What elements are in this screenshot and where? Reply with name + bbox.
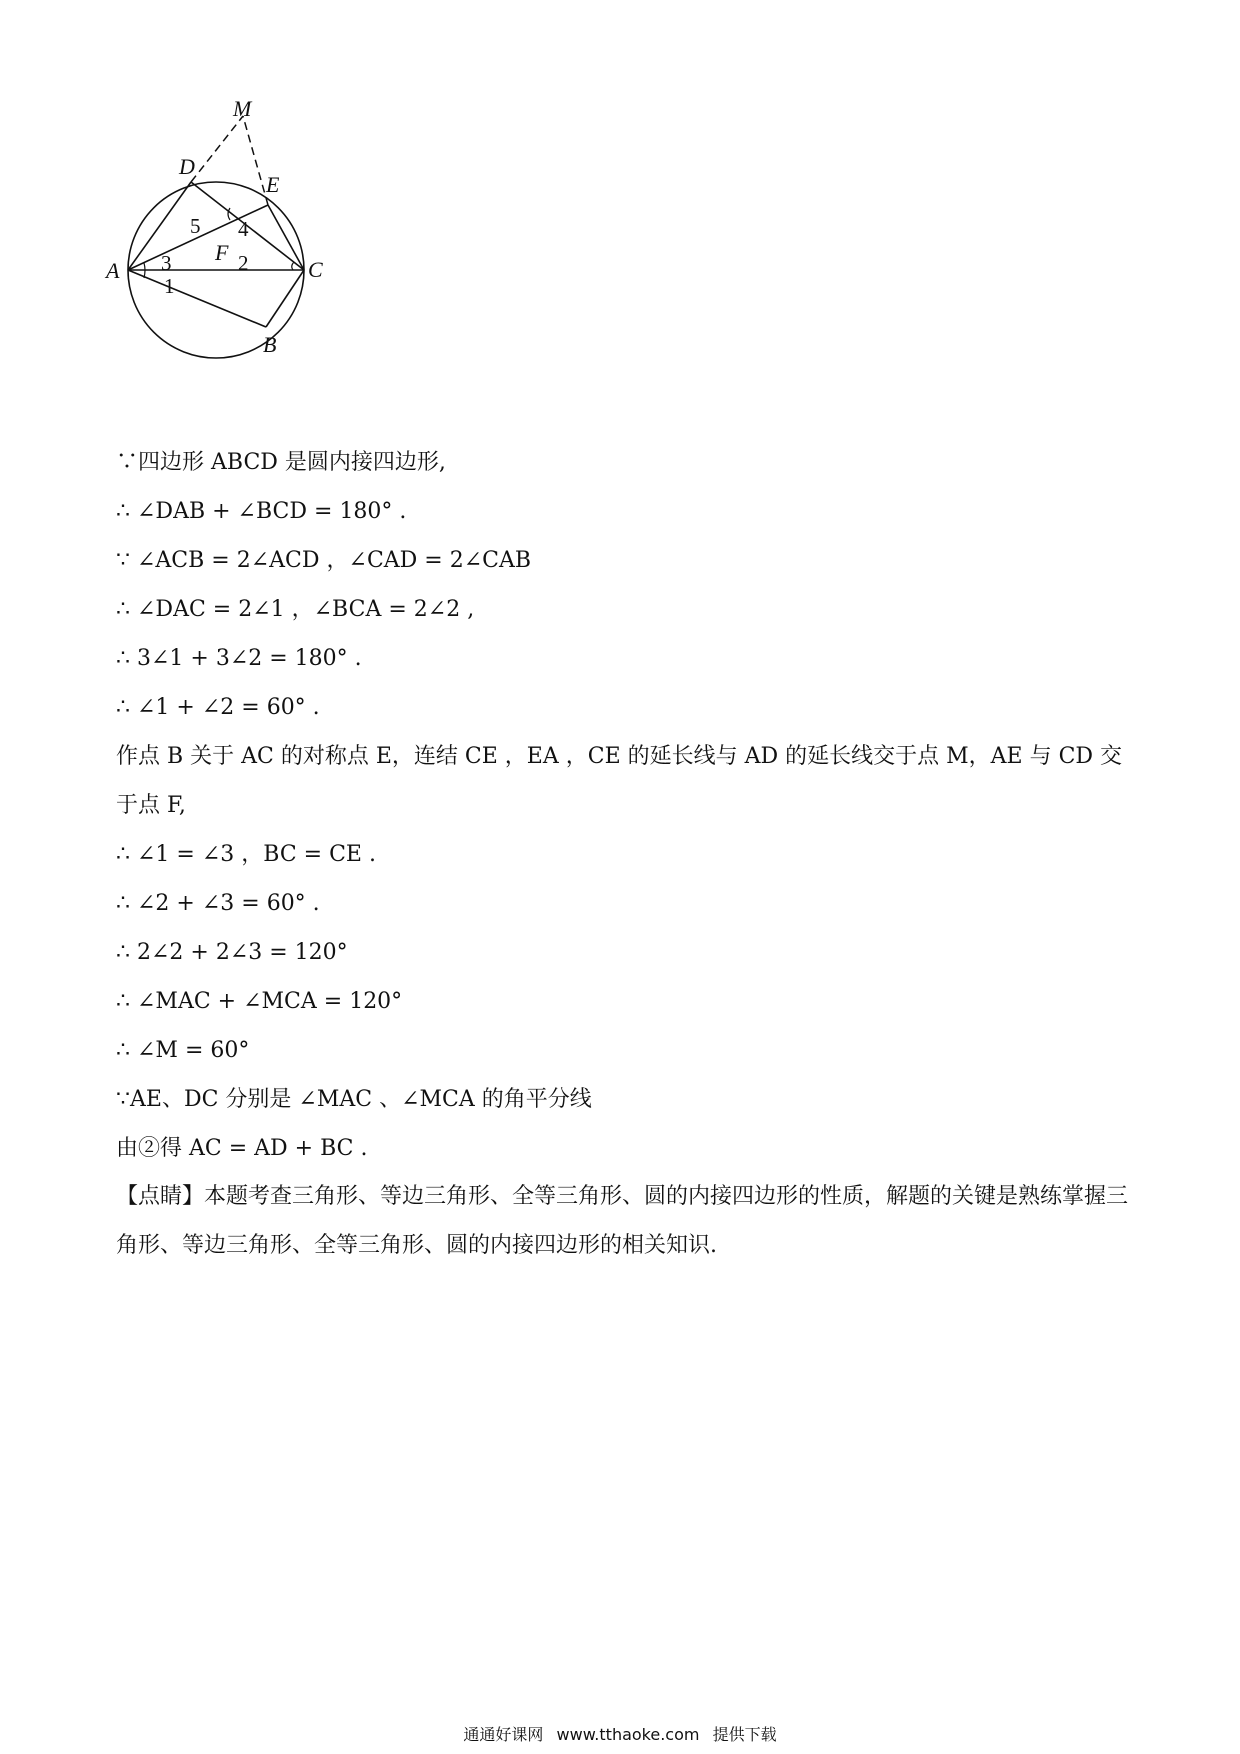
proof-line-6: ∴ ∠1 + ∠2 = 60° . [116, 695, 320, 720]
label-B: B [263, 332, 277, 357]
proof-line-8: ∴ ∠2 + ∠3 = 60° . [116, 891, 320, 916]
angle-label-5: 5 [190, 214, 201, 238]
construction-paragraph: 作点 B 关于 AC 的对称点 E，连结 CE ，EA ，CE 的延长线与 AD 的延长线交于点 M，AE 与 CD 交于点 F, [116, 744, 1123, 818]
label-D: D [179, 154, 195, 179]
comment-paragraph: 【点睛】本题考查三角形、等边三角形、全等三角形、圆的内接四边形的性质，解题的关键是熟练掌握三角形、等边三角形、全等三角形、圆的内接四边形的相关知识. [116, 1184, 1129, 1258]
footer-suffix: 提供下载 [712, 1725, 777, 1744]
proof-line-3: ∵ ∠ACB = 2∠ACD ，∠CAD = 2∠CAB [116, 548, 532, 573]
angle-arc-F [228, 208, 230, 220]
label-M: M [233, 96, 252, 121]
proof-line-10: ∴ ∠MAC + ∠MCA = 120° [116, 989, 403, 1014]
angle-label-1: 1 [164, 274, 175, 298]
proof-line-13: 由②得 AC = AD + BC . [116, 1136, 368, 1161]
proof-line-2: ∴ ∠DAB + ∠BCD = 180° . [116, 499, 407, 524]
footer-site-name: 通通好课网 [463, 1725, 544, 1744]
angle-label-2: 2 [238, 251, 249, 275]
label-F: F [215, 240, 229, 265]
segment-AB [128, 270, 266, 327]
proof-line-5: ∴ 3∠1 + 3∠2 = 180° . [116, 646, 362, 671]
angle-label-4: 4 [238, 217, 249, 241]
proof-line-9: ∴ 2∠2 + 2∠3 = 120° [116, 940, 348, 965]
page-footer [0, 1722, 1240, 1745]
proof-line-11: ∴ ∠M = 60° [116, 1038, 250, 1063]
label-E: E [266, 172, 280, 197]
proof-line-7: ∴ ∠1 = ∠3 ，BC = CE . [116, 842, 376, 867]
angle-arc-C [292, 262, 294, 270]
proof-line-4: ∴ ∠DAC = 2∠1 ，∠BCA = 2∠2 , [116, 597, 475, 622]
label-A: A [106, 258, 120, 283]
proof-line-12: ∵AE、DC 分别是 ∠MAC 、∠MCA 的角平分线 [116, 1087, 592, 1112]
angle-label-3: 3 [161, 251, 172, 275]
segment-AD [128, 182, 191, 270]
geometry-figure [106, 96, 358, 380]
proof-line-1: ∵四边形 ABCD 是圆内接四边形, [116, 450, 446, 475]
dashed-DM [191, 116, 243, 182]
segment-CB [266, 270, 304, 327]
footer-url[interactable]: www.tthaoke.com [556, 1725, 700, 1744]
label-C: C [308, 257, 323, 282]
